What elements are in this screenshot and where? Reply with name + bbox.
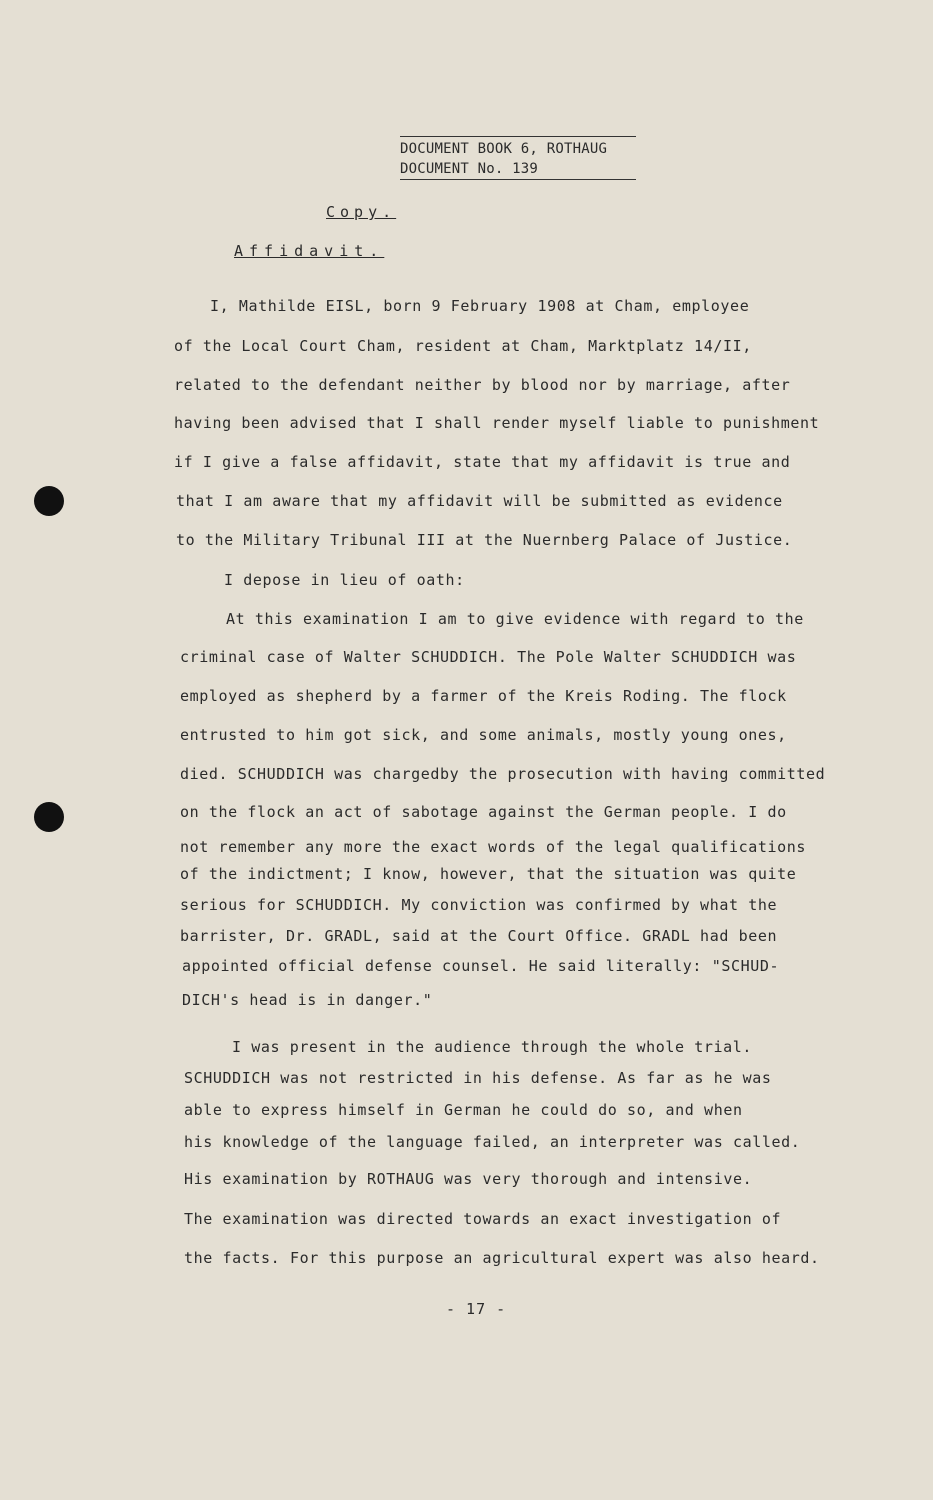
body-line: His examination by ROTHAUG was very thorough and intensive. bbox=[184, 1170, 753, 1188]
body-line: of the Local Court Cham, resident at Cham, Marktplatz 14/II, bbox=[174, 337, 752, 355]
body-line: that I am aware that my affidavit will be submitted as evidence bbox=[176, 492, 783, 510]
body-line: serious for SCHUDDICH. My conviction was confirmed by what the bbox=[180, 896, 778, 914]
body-line: I was present in the audience through the whole trial. bbox=[232, 1038, 753, 1056]
body-line: The examination was directed towards an exact investigation of bbox=[184, 1210, 782, 1228]
body-line: related to the defendant neither by blood nor by marriage, after bbox=[174, 376, 791, 394]
body-line: entrusted to him got sick, and some animals, mostly young ones, bbox=[180, 726, 787, 744]
body-line: his knowledge of the language failed, an interpreter was called. bbox=[184, 1133, 801, 1151]
body-line: I, Mathilde EISL, born 9 February 1908 at Cham, employee bbox=[210, 297, 750, 315]
copy-label: Copy. bbox=[326, 203, 397, 221]
document-number-label: DOCUMENT No. 139 bbox=[400, 159, 636, 180]
page-number: - 17 - bbox=[446, 1300, 507, 1318]
punch-hole-icon bbox=[34, 486, 64, 516]
body-line: the facts. For this purpose an agricultural expert was also heard. bbox=[184, 1249, 820, 1267]
body-line: able to express himself in German he could do so, and when bbox=[184, 1101, 743, 1119]
punch-hole-icon bbox=[34, 802, 64, 832]
body-line: not remember any more the exact words of the legal qualifications bbox=[180, 838, 806, 856]
body-line: having been advised that I shall render myself liable to punishment bbox=[174, 414, 820, 432]
body-line: died. SCHUDDICH was chargedby the prosecution with having committed bbox=[180, 765, 826, 783]
affidavit-title: Affidavit. bbox=[234, 242, 385, 260]
header-rule bbox=[400, 136, 636, 137]
body-line: appointed official defense counsel. He said literally: "SCHUD- bbox=[182, 957, 780, 975]
body-line: barrister, Dr. GRADL, said at the Court Office. GRADL had been bbox=[180, 927, 778, 945]
document-book-label: DOCUMENT BOOK 6, ROTHAUG bbox=[400, 141, 608, 157]
body-line: criminal case of Walter SCHUDDICH. The Pole Walter SCHUDDICH was bbox=[180, 648, 797, 666]
body-line: SCHUDDICH was not restricted in his defense. As far as he was bbox=[184, 1069, 772, 1087]
body-line: employed as shepherd by a farmer of the Kreis Roding. The flock bbox=[180, 687, 787, 705]
body-line: DICH's head is in danger." bbox=[182, 991, 433, 1009]
body-line: of the indictment; I know, however, that the situation was quite bbox=[180, 865, 797, 883]
body-line: I depose in lieu of oath: bbox=[224, 571, 465, 589]
body-line: At this examination I am to give evidence with regard to the bbox=[226, 610, 804, 628]
body-line: on the flock an act of sabotage against the German people. I do bbox=[180, 803, 787, 821]
body-line: if I give a false affidavit, state that my affidavit is true and bbox=[174, 453, 791, 471]
document-header bbox=[400, 136, 636, 180]
body-line: to the Military Tribunal III at the Nuernberg Palace of Justice. bbox=[176, 531, 793, 549]
